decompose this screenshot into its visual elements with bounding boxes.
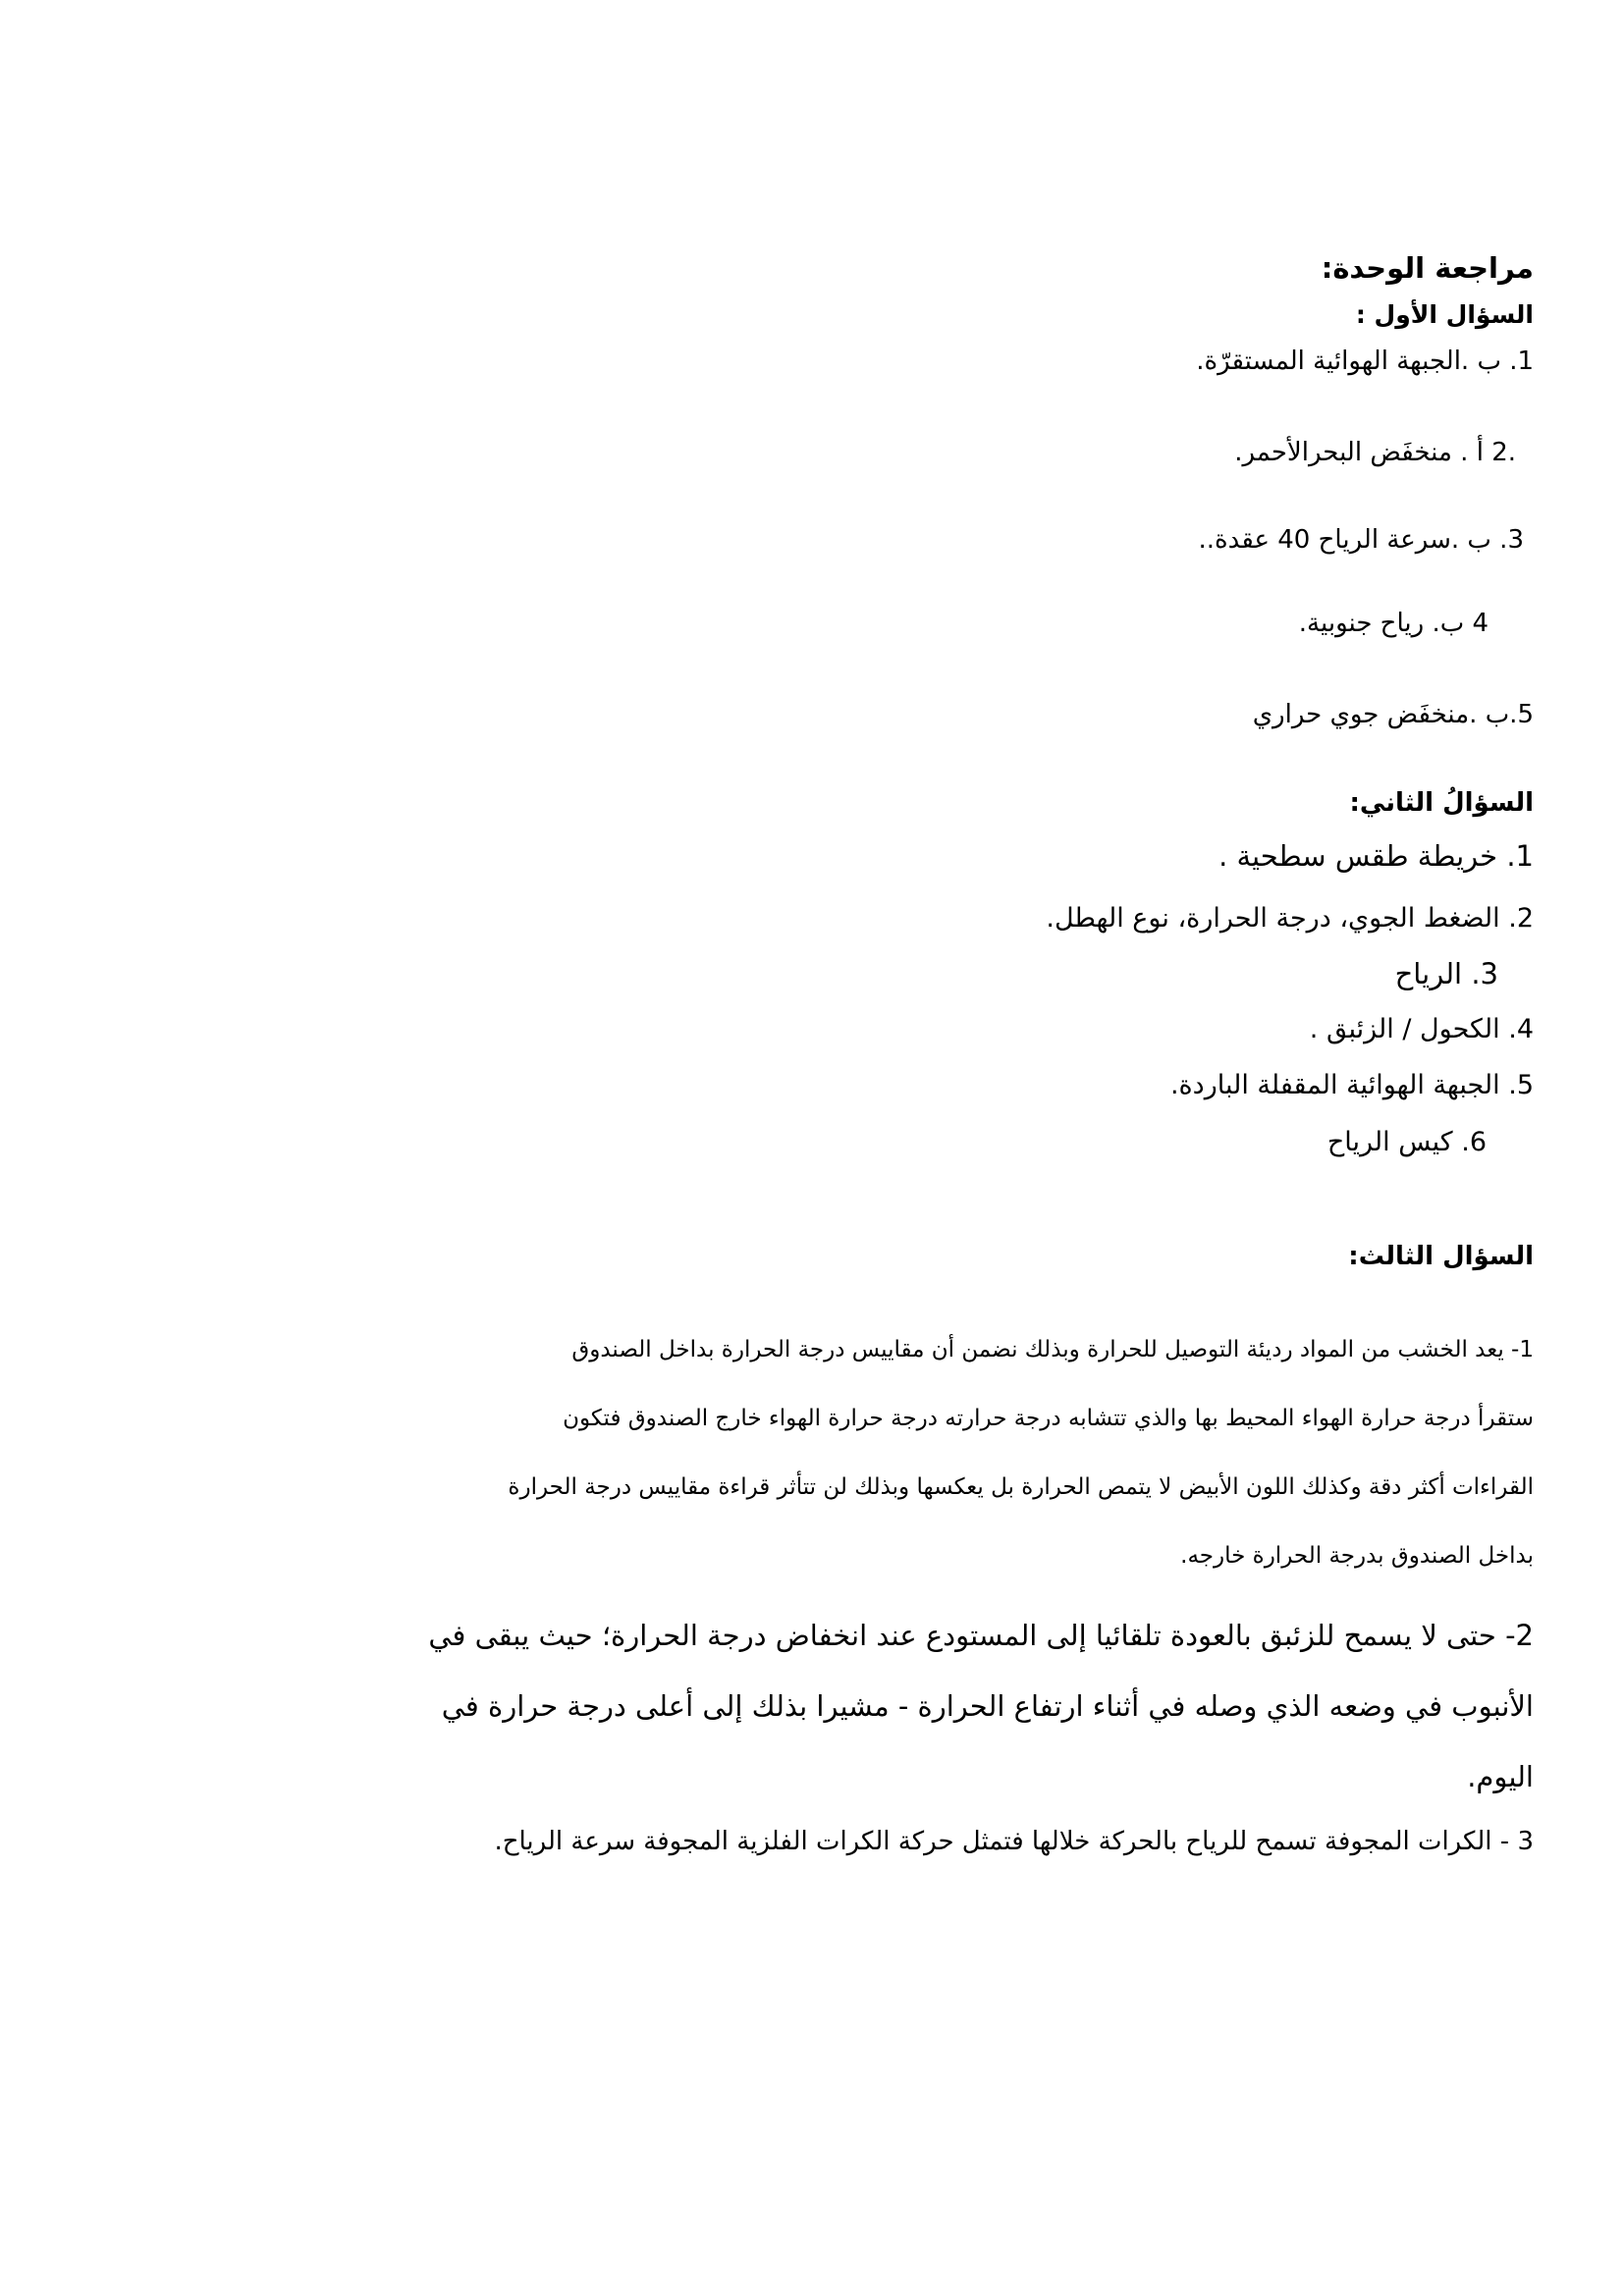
q3-answer-2-line-1: 2- حتى لا يسمح للزئبق بالعودة تلقائيا إلى المستودع عند انخفاض درجة الحرارة؛ حيث يبقى في [428,1619,1534,1652]
q3-answer-2-line-2: الأنبوب في وضعه الذي وصله في أثناء ارتفاع الحرارة - مشيرا بذلك إلى أعلى درجة حرارة في [441,1689,1534,1723]
q1-item-2: .2 أ . منخفَض البحرالأحمر. [1234,438,1516,467]
q1-heading: السؤال الأول : [1355,300,1534,329]
q1-item-4: 4 ب. رياح جنوبية. [1298,609,1489,638]
q3-answer-1 [90,1315,1534,1590]
q1-item-1: 1. ب .الجبهة الهوائية المستقرّة. [1196,347,1534,376]
q2-heading: السؤالُ الثاني: [1349,788,1534,818]
q3-answer-3: 3 - الكرات المجوفة تسمح للرياح بالحركة خلالها فتمثل حركة الكرات الفلزية المجوفة سرعة الرياح. [494,1827,1534,1856]
q3-answer-2-line-3: اليوم. [1467,1760,1534,1793]
q3-answer-1-line-2: ستقرأ درجة حرارة الهواء المحيط بها والذي تتشابه درجة حرارته درجة حرارة الهواء خارج الصندوق فتكون [563,1406,1534,1431]
q3-answer-1-line-3: القراءات أكثر دقة وكذلك اللون الأبيض لا يتمص الحرارة بل يعكسها وبذلك لن تتأثر قراءة مقاييس درجة الحرارة [508,1474,1534,1500]
q3-answer-1-line-4: بداخل الصندوق بدرجة الحرارة خارجه. [1180,1543,1534,1569]
q1-item-3: 3. ب .سرعة الرياح 40 عقدة.. [1198,525,1524,555]
q2-item-1: 1. خريطة طقس سطحية . [1218,839,1534,873]
page-title: مراجعة الوحدة: [1321,251,1534,285]
q2-item-4: 4. الكحول / الزئبق . [1309,1014,1534,1044]
q2-item-5: 5. الجبهة الهوائية المقفلة الباردة. [1169,1070,1534,1100]
q2-item-3: 3. الرياح [1394,957,1498,990]
q3-heading: السؤال الثالث: [1348,1242,1534,1271]
q3-answer-2 [90,1600,1534,1812]
q2-item-2: 2. الضغط الجوي، درجة الحرارة، نوع الهطل. [1046,903,1534,934]
q1-item-5: 5.ب .منخفَض جوي حراري [1252,700,1534,729]
q2-item-6: 6. كيس الرياح [1326,1127,1487,1157]
q3-answer-1-line-1: 1- يعد الخشب من المواد رديئة التوصيل للحرارة وبذلك نضمن أن مقاييس درجة الحرارة بداخل الصندوق [571,1337,1534,1362]
